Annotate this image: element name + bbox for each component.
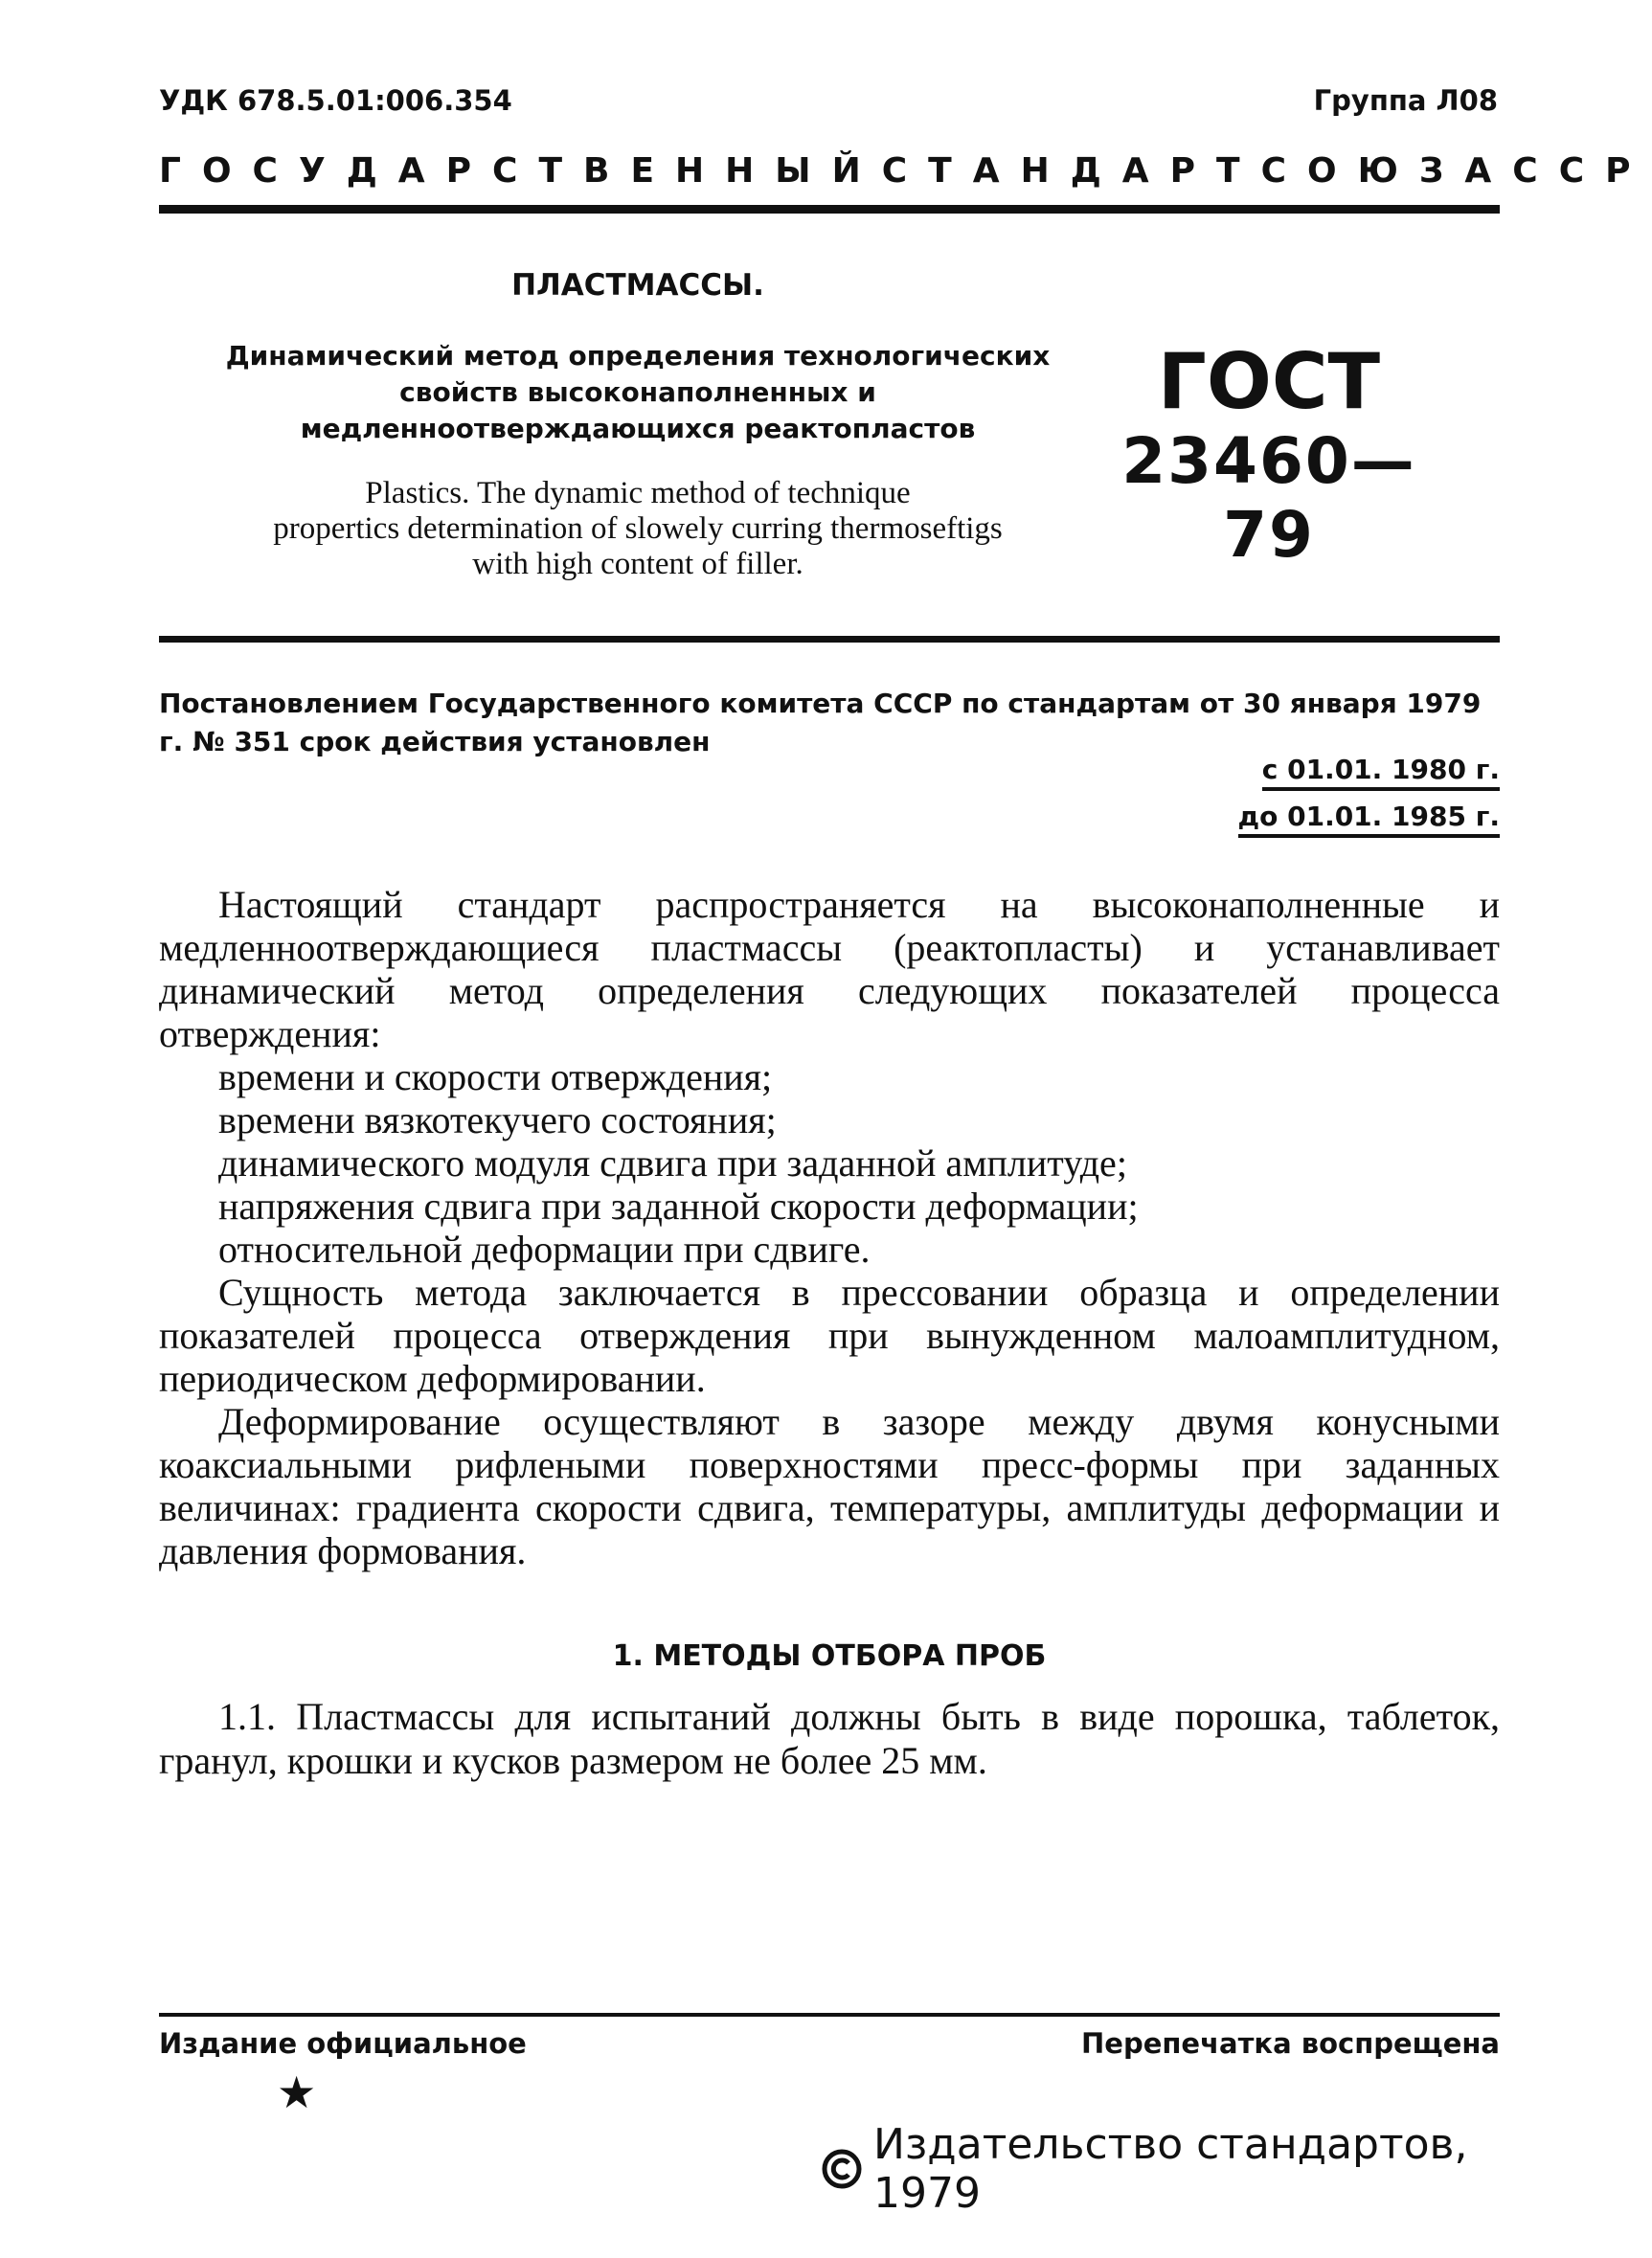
list-item: времени вязкотекучего состояния; bbox=[218, 1098, 777, 1141]
gost-label: ГОСТ bbox=[1157, 337, 1381, 426]
english-title-line: with high content of filler. bbox=[472, 547, 803, 581]
reprint-prohibited-label: Перепечатка воспрещена bbox=[1081, 2027, 1500, 2060]
subtitle-line: Динамический метод определения технологических bbox=[225, 340, 1051, 372]
copyright-icon bbox=[822, 2149, 862, 2189]
paragraph-1-1: 1.1. Пластмассы для испытаний должны быть в виде порошка, таблеток, гранул, крошки и кусков размером не более 25 мм. bbox=[159, 1695, 1500, 1782]
state-standard-banner bbox=[159, 151, 1652, 191]
date-from: с 01.01. 1980 г. bbox=[1262, 754, 1500, 791]
top-thick-rule bbox=[159, 205, 1500, 214]
essence-paragraph: Сущность метода заключается в прессовании образца и определении показателей процесса отверждения при вынужденном малоамплитудном, периодическом деформировании. bbox=[159, 1271, 1500, 1400]
english-title-line: propertics determination of slowely curring thermoseftigs bbox=[273, 511, 1003, 546]
validity-dates bbox=[1053, 754, 1500, 847]
publisher-line bbox=[822, 2120, 1531, 2218]
udk-code: УДК 678.5.01:006.354 bbox=[159, 84, 512, 117]
document-subtitle bbox=[159, 338, 1117, 447]
banner-word: СОЮЗА bbox=[1260, 151, 1513, 191]
decree-text: Постановлением Государственного комитета СССР по стандартам от 30 января 1979 г. № 351 срок действия установлен bbox=[159, 688, 1482, 757]
subtitle-line: свойств высоконаполненных и bbox=[399, 376, 876, 408]
date-to: до 01.01. 1985 г. bbox=[1238, 801, 1501, 838]
subtitle-line: медленноотверждающихся реактопластов bbox=[300, 413, 976, 444]
deformation-paragraph: Деформирование осуществляют в зазоре между двумя конусными коаксиальными рифлеными поверхностями пресс-формы при заданных величинах: градиента скорости сдвига, температуры, амплитуды деформации и давления формования. bbox=[159, 1400, 1500, 1572]
english-title-line: Plastics. The dynamic method of technique bbox=[365, 476, 911, 510]
banner-word: ССР bbox=[1512, 151, 1652, 191]
body-text bbox=[159, 883, 1500, 1572]
banner-word: СТАНДАРТ bbox=[881, 151, 1261, 191]
list-item: напряжения сдвига при заданной скорости деформации; bbox=[218, 1185, 1139, 1228]
banner-word: ГОСУДАРСТВЕННЫЙ bbox=[159, 151, 882, 191]
star-icon: ★ bbox=[277, 2066, 317, 2118]
group-code: Группа Л08 bbox=[1313, 84, 1498, 117]
official-edition-label: Издание официальное bbox=[159, 2027, 527, 2060]
middle-rule bbox=[159, 636, 1500, 643]
list-item: динамического модуля сдвига при заданной амплитуде; bbox=[218, 1141, 1127, 1185]
bottom-rule bbox=[159, 2013, 1500, 2017]
list-item: времени и скорости отверждения; bbox=[218, 1055, 773, 1098]
intro-paragraph: Настоящий стандарт распространяется на высоконаполненные и медленноотверждающиеся пластмассы (реактопласты) и устанавливает динамический метод определения следующих показателей процесса отверждения: bbox=[159, 883, 1500, 1055]
publisher-text: Издательство стандартов, 1979 bbox=[873, 2120, 1468, 2218]
section-heading: 1. МЕТОДЫ ОТБОРА ПРОБ bbox=[612, 1639, 1047, 1673]
document-title: ПЛАСТМАССЫ. bbox=[511, 268, 764, 303]
gost-number: 23460—79 bbox=[1121, 424, 1416, 572]
list-item: относительной деформации при сдвиге. bbox=[218, 1228, 871, 1271]
english-title bbox=[159, 476, 1117, 582]
